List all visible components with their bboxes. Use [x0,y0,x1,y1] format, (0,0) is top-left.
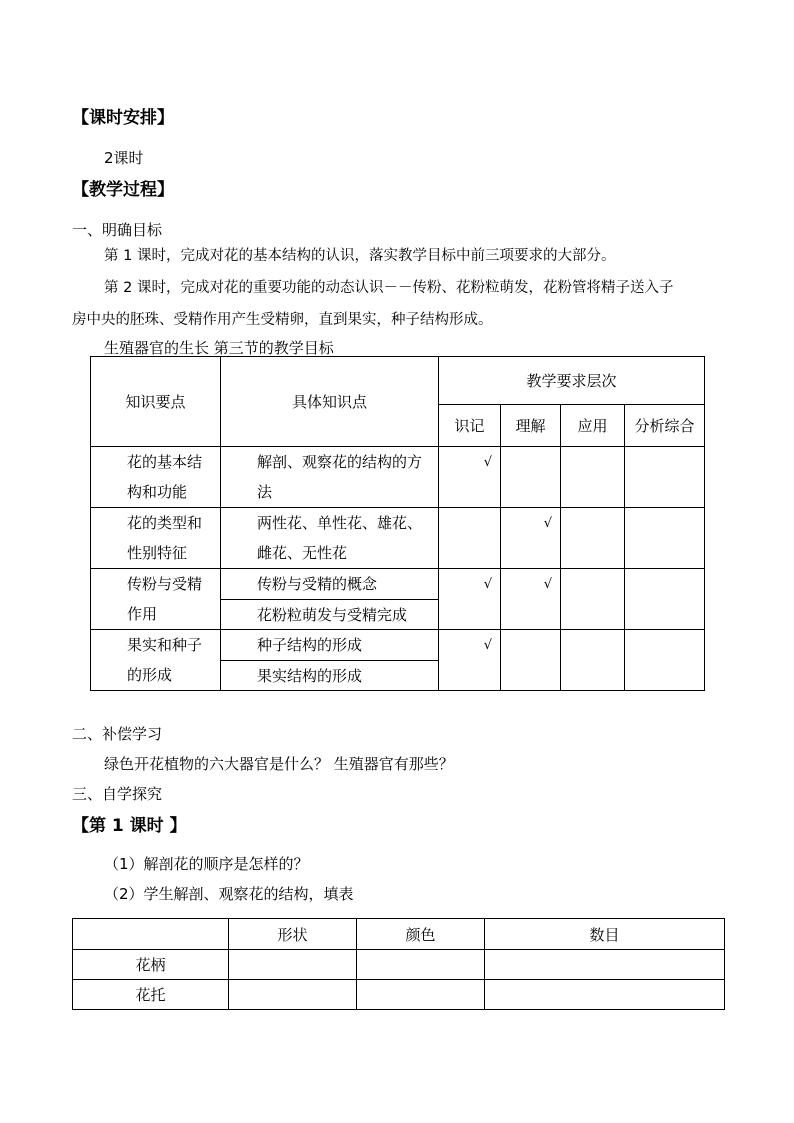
level-understand: 理解 [501,405,561,447]
fill-header-blank [73,919,229,950]
part3-heading: 三、自学探究 [72,785,163,803]
part2-question: 绿色开花植物的六大器官是什么？ 生殖器官有那些？ [104,755,454,773]
fill-header-shape: 形状 [229,919,357,950]
row4-topic: 果实和种子的形成 [91,630,221,691]
part1-heading: 一、明确目标 [72,221,163,239]
row3-topic: 传粉与受精作用 [91,569,221,630]
schedule-value: 2课时 [104,149,144,167]
header-knowledge: 知识要点 [91,357,221,447]
row1-point: 解剖、观察花的结构的方法 [221,447,439,508]
row2-point: 两性花、单性花、雄花、雌花、无性花 [221,508,439,569]
header-level: 教学要求层次 [439,357,705,405]
question-2: （2）学生解剖、观察花的结构，填表 [104,885,354,903]
fill-cell[interactable] [229,980,357,1010]
row1-check-memorize: √ [439,447,501,508]
row3-check-memorize: √ [439,569,501,630]
level-analyze: 分析综合 [625,405,705,447]
row2-topic: 花的类型和性别特征 [91,508,221,569]
level-apply: 应用 [561,405,625,447]
level-memorize: 识记 [439,405,501,447]
fill-cell[interactable] [357,950,485,980]
row4-check-memorize: √ [439,630,501,691]
fill-cell[interactable] [357,980,485,1010]
fill-table [72,918,725,1010]
part1-para2-line2: 房中央的胚珠、受精作用产生受精卵，直到果实，种子结构形成。 [72,312,493,328]
fill-row-pedicel: 花柄 [73,950,229,980]
fill-cell[interactable] [485,950,725,980]
fill-row-receptacle: 花托 [73,980,229,1010]
part1-para1: 第 1 课时，完成对花的基本结构的认识，落实教学目标中前三项要求的大部分。 [104,248,616,264]
row3-check-understand: √ [501,569,561,630]
table-caption: 生殖器官的生长 第三节的教学目标 [104,339,334,357]
fill-header-count: 数目 [485,919,725,950]
process-title: 【教学过程】 [72,180,174,200]
row4-point2: 果实结构的形成 [221,660,439,691]
schedule-title: 【课时安排】 [72,108,174,128]
header-specific: 具体知识点 [221,357,439,447]
row2-check-understand: √ [501,508,561,569]
lesson1-title: 【第 1 课时 】 [72,816,187,836]
fill-cell[interactable] [229,950,357,980]
row3-point2: 花粉粒萌发与受精完成 [221,599,439,630]
part1-para2-line1: 第 2 课时，完成对花的重要功能的动态认识－－传粉、花粉粒萌发，花粉管将精子送入子 [104,280,674,296]
row1-topic: 花的基本结构和功能 [91,447,221,508]
fill-cell[interactable] [485,980,725,1010]
question-1: （1）解剖花的顺序是怎样的？ [104,855,309,873]
row4-point1: 种子结构的形成 [221,630,439,661]
fill-header-color: 颜色 [357,919,485,950]
row3-point1: 传粉与受精的概念 [221,569,439,600]
part2-heading: 二、补偿学习 [72,725,163,743]
goals-table [90,356,705,691]
